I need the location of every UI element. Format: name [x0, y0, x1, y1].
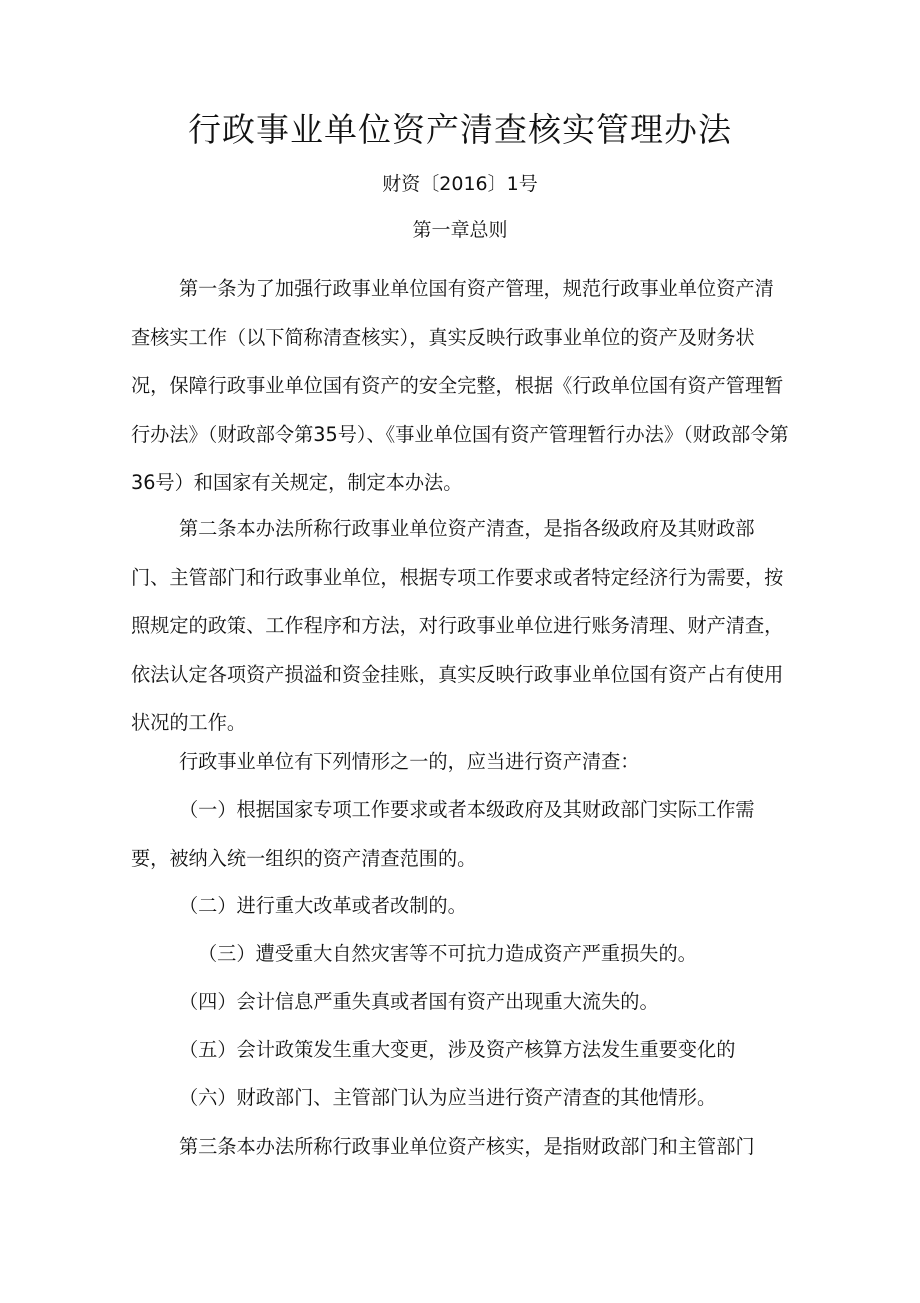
situation-item-3: （三）遭受重大自然灾害等不可抗力造成资产严重损失的。 — [198, 942, 697, 965]
situation-item-6: （六）财政部门、主管部门认为应当进行资产清查的其他情形。 — [179, 1086, 717, 1109]
article-1-paragraph: 第一条为了加强行政事业单位国有资产管理，规范行政事业单位资产清查核实工作（以下简称清查核实），真实反映行政事业单位的资产及财务状况，保障行政事业单位国有资产的安全完整，根据《行政单位国有资产管理暂行办法》（财政部令第35号）、《事业单位国有资产管理暂行办法》（财政部令第36号）和国家有关规定，制定本办法。 — [131, 277, 789, 494]
article-2-paragraph: 第二条本办法所称行政事业单位资产清查，是指各级政府及其财政部门、主管部门和行政事业单位，根据专项工作要求或者特定经济行为需要，按照规定的政策、工作程序和方法，对行政事业单位进行账务清理、财产清查，依法认定各项资产损溢和资金挂账，真实反映行政事业单位国有资产占有使用状况的工作。 — [131, 517, 784, 734]
situation-item-1: （一）根据国家专项工作要求或者本级政府及其财政部门实际工作需要，被纳入统一组织的资产清查范围的。 — [131, 798, 755, 870]
situations-intro: 行政事业单位有下列情形之一的，应当进行资产清查： — [179, 750, 640, 773]
document-number: 财资〔2016〕1号 — [382, 173, 538, 195]
situation-item-4: （四）会计信息严重失真或者国有资产出现重大流失的。 — [179, 990, 659, 1013]
chapter-heading: 第一章总则 — [412, 219, 508, 241]
article-3-paragraph: 第三条本办法所称行政事业单位资产核实，是指财政部门和主管部门 — [179, 1135, 755, 1158]
situation-item-2: （二）进行重大改革或者改制的。 — [179, 894, 467, 917]
situation-item-5: （五）会计政策发生重大变更，涉及资产核算方法发生重要变化的 — [179, 1038, 736, 1061]
document-title: 行政事业单位资产清查核实管理办法 — [188, 110, 732, 149]
